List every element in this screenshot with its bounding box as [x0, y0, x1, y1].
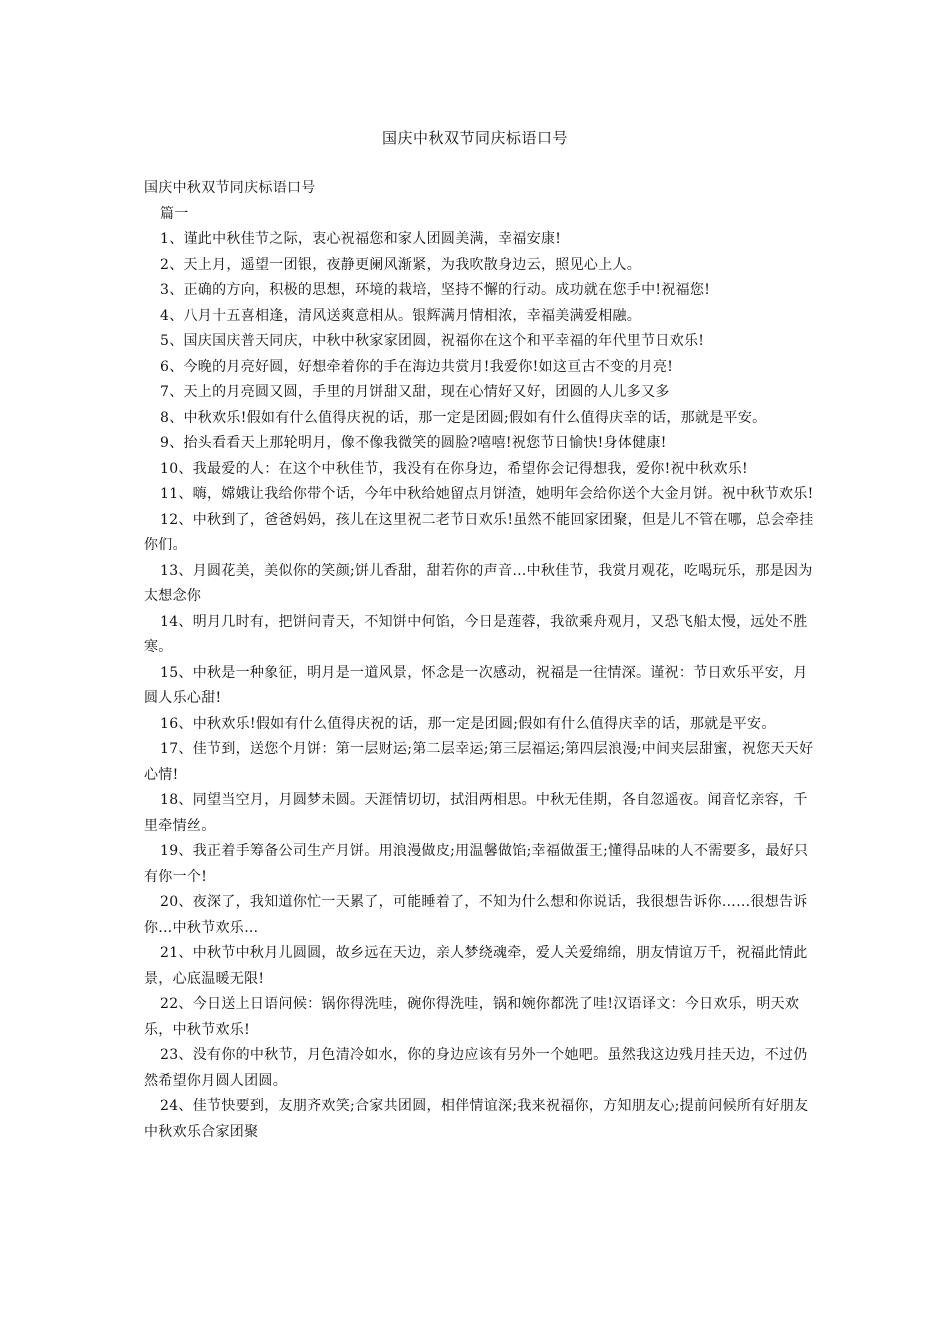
document-subtitle: 国庆中秋双节同庆标语口号 [144, 180, 316, 196]
list-item: 9、抬头看看天上那轮明月，像不像我微笑的圆脸?嘻嘻!祝您节日愉快!身体健康! [160, 435, 667, 451]
list-item: 8、中秋欢乐!假如有什么值得庆祝的话，那一定是团圆;假如有什么值得庆幸的话，那就是平安。 [160, 409, 767, 426]
list-item: 10、我最爱的人：在这个中秋佳节，我没有在你身边，希望你会记得想我，爱你!祝中秋欢乐! [160, 460, 748, 477]
list-item: 12、中秋到了，爸爸妈妈，孩儿在这里祝二老节日欢乐!虽然不能回家团聚，但是儿不管在哪，总会牵挂你们。 [144, 511, 814, 553]
list-item: 22、今日送上日语问候：锅你得洗哇，碗你得洗哇，锅和婉你都洗了哇!汉语译文：今日欢乐，明天欢乐，中秋节欢乐! [144, 996, 800, 1038]
list-item: 21、中秋节中秋月儿圆圆，故乡远在天边，亲人梦绕魂牵，爱人关爱绵绵，朋友情谊万千，祝福此情此景，心底温暖无限! [144, 945, 808, 987]
list-item: 1、谨此中秋佳节之际，衷心祝福您和家人团圆美满，幸福安康! [160, 231, 562, 247]
list-item: 6、今晚的月亮好圆，好想牵着你的手在海边共赏月!我爱你!如这亘古不变的月亮! [160, 358, 674, 375]
section-label: 篇一 [160, 205, 189, 222]
list-item: 24、佳节快要到，友朋齐欢笑;合家共团圆，相伴情谊深;我来祝福你，方知朋友心;提前问候所有好朋友中秋欢乐合家团聚 [144, 1098, 809, 1140]
list-item: 11、嗨，嫦娥让我给你带个话，今年中秋给她留点月饼渣，她明年会给你送个大金月饼。祝中秋节欢乐! [160, 486, 814, 502]
list-item: 17、佳节到，送您个月饼：第一层财运;第二层幸运;第三层福运;第四层浪漫;中间夹层甜蜜，祝您天天好心情! [144, 741, 814, 783]
list-item: 20、夜深了，我知道你忙一天累了，可能睡着了，不知为什么想和你说话，我很想告诉你……很想告诉你…中秋节欢乐… [144, 894, 808, 936]
list-item: 3、正确的方向，积极的思想，环境的栽培，坚持不懈的行动。成功就在您手中!祝福您! [160, 282, 711, 298]
list-item: 16、中秋欢乐!假如有什么值得庆祝的话，那一定是团圆;假如有什么值得庆幸的话，那就是平安。 [160, 715, 776, 732]
list-item: 7、天上的月亮圆又圆，手里的月饼甜又甜，现在心情好又好，团圆的人儿多又多 [160, 384, 670, 400]
list-item: 18、同望当空月，月圆梦未圆。天涯情切切，拭泪两相思。中秋无佳期，各自忽遥夜。闻音忆亲容，千里牵情丝。 [144, 792, 808, 834]
list-item: 13、月圆花美，美似你的笑颜;饼儿香甜，甜若你的声音…中秋佳节，我赏月观花，吃喝玩乐，那是因为太想念你 [144, 562, 813, 604]
list-item: 15、中秋是一种象征，明月是一道风景，怀念是一次感动，祝福是一往情深。谨祝：节日欢乐平安，月圆人乐心甜! [144, 664, 808, 706]
list-item: 14、明月几时有，把饼问青天，不知饼中何馅，今日是莲蓉，我欲乘舟观月，又恐飞船太慢，远处不胜寒。 [144, 613, 808, 655]
document-body [144, 176, 816, 1145]
list-item: 19、我正着手筹备公司生产月饼。用浪漫做皮;用温馨做馅;幸福做蛋王;懂得品味的人不需要多，最好只有你一个! [144, 843, 809, 885]
list-item: 5、国庆国庆普天同庆，中秋中秋家家团圆，祝福你在这个和平幸福的年代里节日欢乐! [160, 333, 705, 349]
list-item: 23、没有你的中秋节，月色清冷如水，你的身边应该有另外一个她吧。虽然我这边残月挂天边，不过仍然希望你月圆人团圆。 [144, 1047, 808, 1089]
document-title: 国庆中秋双节同庆标语口号 [381, 129, 568, 147]
list-item: 4、八月十五喜相逢，清风送爽意相从。银辉满月情相浓，幸福美满爱相融。 [160, 307, 642, 324]
list-item: 2、天上月，遥望一团银，夜静更阑风渐紧，为我吹散身边云，照见心上人。 [160, 256, 642, 273]
